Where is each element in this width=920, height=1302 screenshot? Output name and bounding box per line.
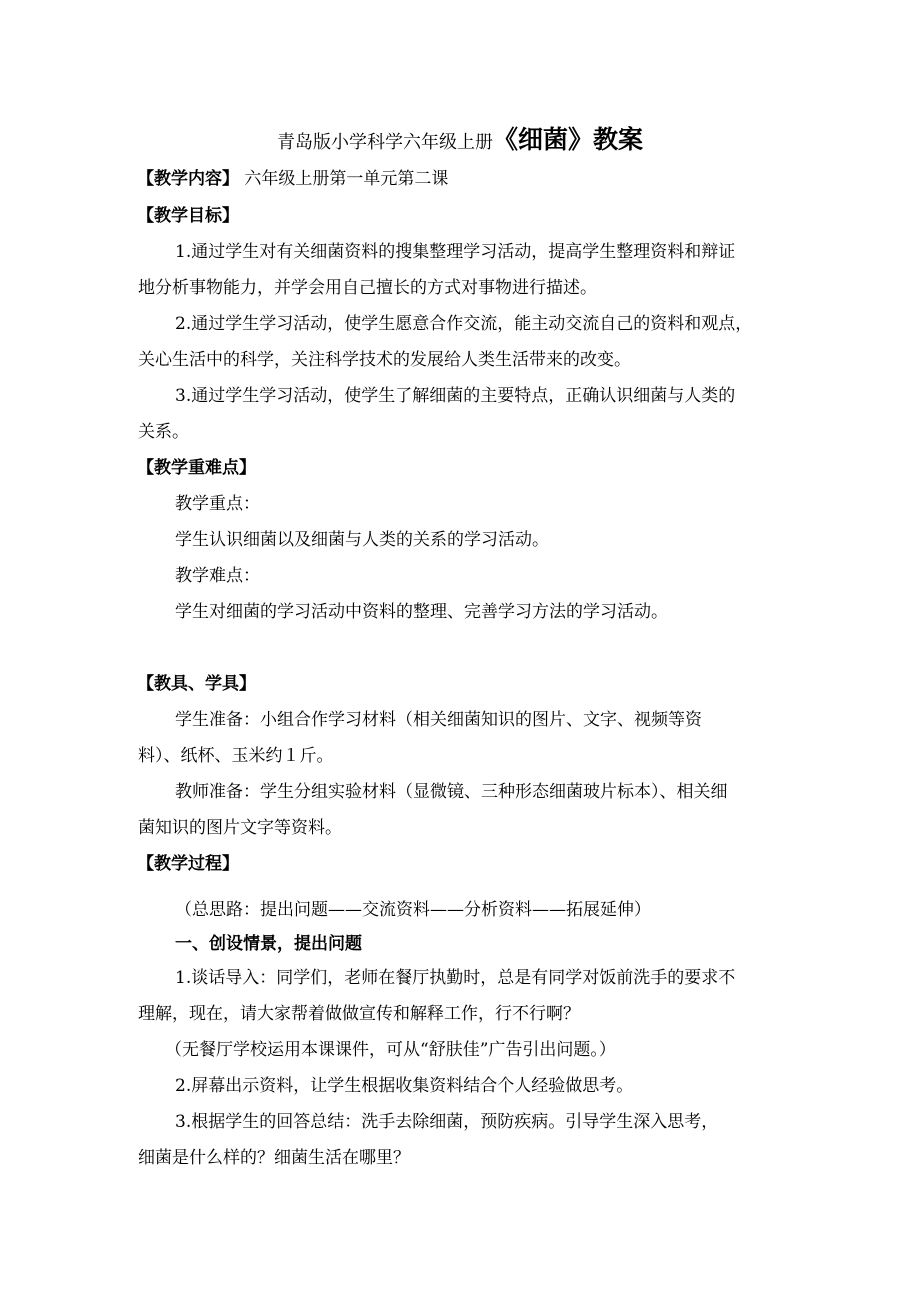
goal-2-line-2: 关心生活中的科学，关注科学技术的发展给人类生活带来的改变。 [138,350,631,370]
content-text: 六年级上册第一单元第二课 [244,169,449,189]
section-1-title: 一、创设情景，提出问题 [175,934,362,954]
step-1-line-2: 理解，现在，请大家帮着做做宣传和解释工作，行不行啊？ [138,1004,580,1024]
key-points-heading: 【教学重难点】 [137,458,256,478]
goal-1-line-1: 1.通过学生对有关细菌资料的搜集整理学习活动，提高学生整理资料和辩证 [175,242,736,262]
process-overview: （总思路：提出问题——交流资料——分析资料——拓展延伸） [175,900,651,920]
difficulty-label: 教学难点： [175,566,260,586]
tools-heading: 【教具、学具】 [137,674,256,694]
step-3-line-2: 细菌是什么样的？细菌生活在哪里？ [138,1148,410,1168]
title-prefix: 青岛版小学科学六年级上册 [276,132,493,153]
teacher-prep-line-2: 菌知识的图片文字等资料。 [138,818,342,838]
goal-3-line-1: 3.通过学生学习活动，使学生了解细菌的主要特点，正确认识细菌与人类的 [175,386,736,406]
step-3-line-1: 3.根据学生的回答总结：洗手去除细菌，预防疾病。引导学生深入思考， [175,1112,719,1132]
focus-text: 学生认识细菌以及细菌与人类的关系的学习活动。 [175,530,549,550]
goal-2-line-1: 2.通过学生学习活动，使学生愿意合作交流，能主动交流自己的资料和观点， [175,314,753,334]
title-main: 《细菌》教案 [492,125,643,154]
goals-heading: 【教学目标】 [137,206,239,226]
goal-3-line-2: 关系。 [138,422,189,442]
document-title [0,120,920,156]
step-1-line-1: 1.谈话导入：同学们，老师在餐厅执勤时，总是有同学对饭前洗手的要求不 [175,968,736,988]
content-heading: 【教学内容】 [137,169,239,189]
student-prep-line-1: 学生准备：小组合作学习材料（相关细菌知识的图片、文字、视频等资 [175,710,702,730]
process-heading: 【教学过程】 [137,854,239,874]
student-prep-line-2: 料）、纸杯、玉米约１斤。 [138,746,334,766]
focus-label: 教学重点： [175,494,260,514]
step-1-note: （无餐厅学校运用本课课件，可从“舒肤佳”广告引出问题。） [165,1040,616,1060]
teacher-prep-line-1: 教师准备：学生分组实验材料（显微镜、三种形态细菌玻片标本）、相关细 [175,782,728,802]
goal-1-line-2: 地分析事物能力，并学会用自己擅长的方式对事物进行描述。 [138,278,597,298]
difficulty-text: 学生对细菌的学习活动中资料的整理、完善学习方法的学习活动。 [175,602,668,622]
step-2: 2.屏幕出示资料，让学生根据收集资料结合个人经验做思考。 [175,1076,634,1096]
content-line [137,168,448,190]
